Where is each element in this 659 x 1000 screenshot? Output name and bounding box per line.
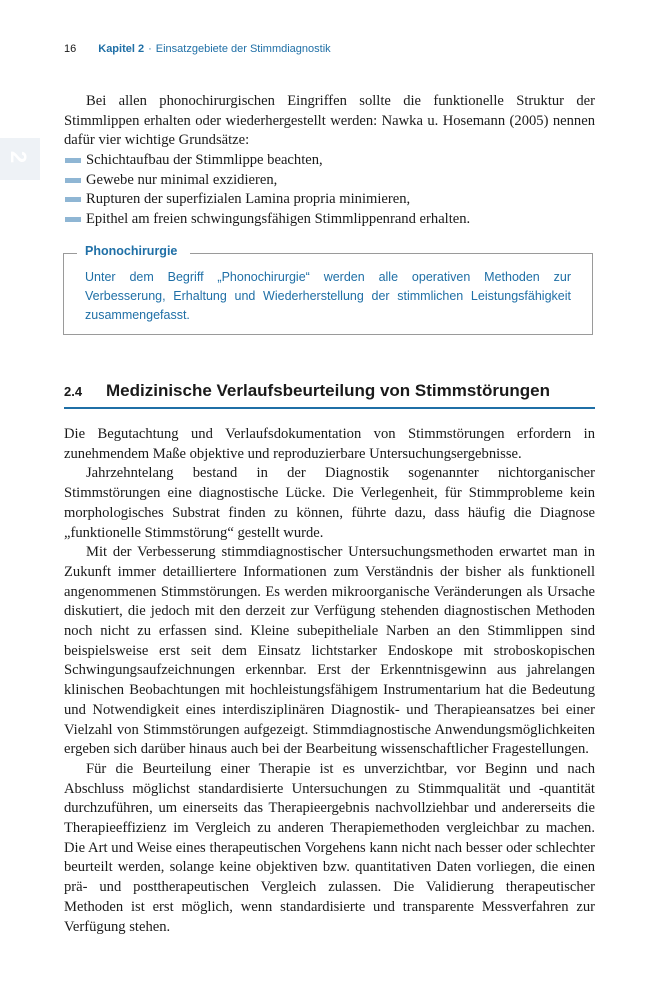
list-item [64,190,595,210]
list-item [64,210,595,230]
body-paragraph: Jahrzehntelang bestand in der Diagnostik sogenannter nichtorganischer Stimmstörungen eine diagnostische Lücke. Die Verlegenheit, für Stimmprobleme kein morphologisches Substrat finden zu können, führte dazu, dass häufig die Diagnose „funktionelle Stimmstörung“ gestellt wurde. [64,465,595,541]
list-item [64,151,595,171]
header-separator: · [148,43,152,55]
list-item-text: Gewebe nur minimal exzidieren, [86,171,278,188]
body-paragraph: Für die Beurteilung einer Therapie ist es unverzichtbar, vor Beginn und nach Abschluss möglichst standardisierte Untersuchungen zu Stimmqualität und -quantität durchzuführen, um einerseits das Therapieergebnis nachvollziehbar und andererseits die Therapieeffizienz im Vergleich zu anderen Therapiemethoden vergleichbar zu machen. Die Art und Weise eines therapeutischen Vorgehens kann nicht nach besser oder schlechter beurteilt werden, solange keine objektiven bzw. quantitativen Daten vorliegen, die einen prä- und posttherapeutischen Vergleich zulassen. Die Validierung therapeutischer Methoden ist erst möglich, wenn standardisierte und transparente Messverfahren zur Verfügung stehen. [64,760,595,935]
definition-title: Phonochirurgie [85,244,178,258]
chapter-title: Einsatzgebiete der Stimmdiagnostik [155,43,331,55]
bullet-marker-icon [65,178,81,183]
body-paragraph: Mit der Verbesserung stimmdiagnostischer Untersuchungsmethoden erwartet man in Zukunft immer detailliertere Informationen zum Verständnis der bisher als funktionell angenommenen Stimmstörungen. Es werden mikroorganische Veränderungen als Ursache diskutiert, die jedoch mit den derzeit zur Verfügung stehenden diagnostischen Methoden noch nicht zu erfassen sind. Kleine subepitheliale Narben an den Stimmlippen sind beispielsweise erst seit dem Einsatz lichtstarker Endoskope mit stroboskopischen Schwingungsaufzeichnungen erkennbar. Erst der Erkenntnisgewinn aus jahrelangen klinischen Beobachtungen mit hochleistungsfähigem Instrumentarium hat die Bedeutung und Notwendigkeit eines interdisziplinären Diagnostik- und Therapieansatzes bei einer Vielzahl von Stimmstörungen aufgezeigt. Stimmdiagnostische Anwendungsmöglichkeiten ergeben sich darüber hinaus auch bei der Bearbeitung wissenschaftlicher Fragestellungen. [64,544,595,758]
bullet-marker-icon [65,158,81,163]
running-header [64,43,331,55]
list-item-text: Epithel am freien schwingungsfähigen Stimmlippenrand erhalten. [86,211,471,228]
section-heading [64,381,550,401]
section-title: Medizinische Verlaufsbeurteilung von Stimmstörungen [106,381,550,400]
bullet-marker-icon [65,197,81,202]
principles-list [64,151,595,230]
section-body [64,425,595,937]
definition-text: Unter dem Begriff „Phonochirurgie“ werden alle operativen Methoden zur Verbesserung, Erhaltung und Wiederherstellung der stimmlichen Leistungsfähigkeit zusammengefasst. [85,270,571,322]
section-number: 2.4 [64,384,83,399]
chapter-tab-number: 2 [6,150,32,164]
bullet-marker-icon [65,217,81,222]
page-number: 16 [64,43,77,55]
intro-paragraph: Bei allen phonochirurgischen Eingriffen sollte die funktionelle Struktur der Stimmlippen erhalten oder wiederhergestellt werden: Nawka u. Hosemann (2005) nennen dafür vier wichtige Grundsätze: [64,93,595,149]
section-rule [64,407,595,409]
definition-box [63,244,593,335]
chapter-side-tab [0,138,40,180]
box-border-left-segment [63,253,77,254]
chapter-label: Kapitel 2 [98,43,145,55]
body-paragraph: Die Begutachtung und Verlaufsdokumentation von Stimmstörungen erfordern in zunehmendem Maße objektive und reproduzierbare Untersuchungsergebnisse. [64,426,595,462]
list-item-text: Schichtaufbau der Stimmlippe beachten, [86,152,323,168]
list-item [64,171,595,191]
box-border-right-segment [190,253,593,254]
list-item-text: Rupturen der superfizialen Lamina propria minimieren, [86,191,411,208]
